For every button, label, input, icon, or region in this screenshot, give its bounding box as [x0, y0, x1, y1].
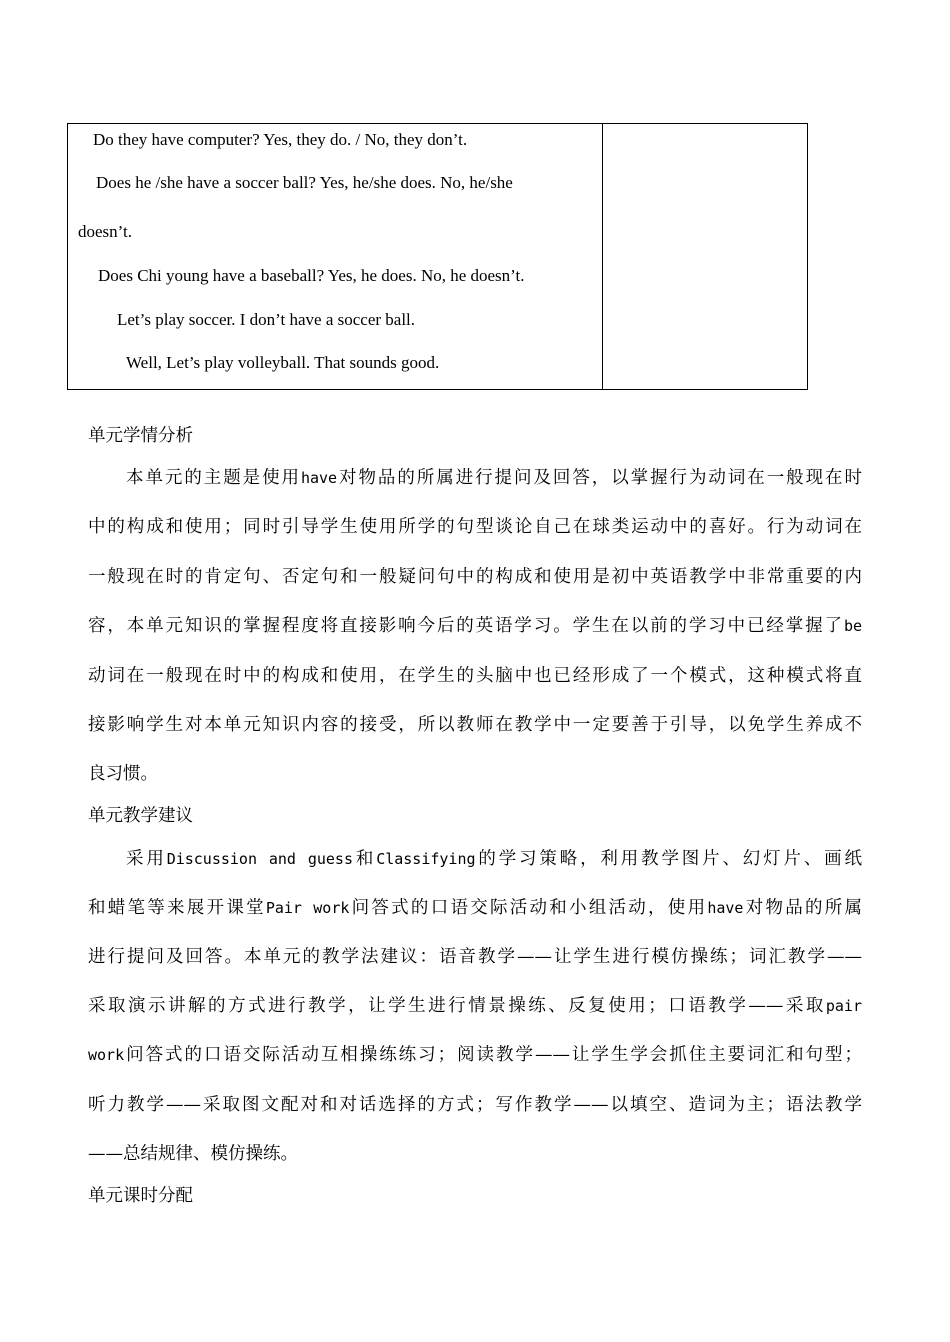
- paragraph-line: 接影响学生对本单元知识内容的接受，所以教师在教学中一定要善于引导，以免学生养成不: [88, 715, 862, 735]
- table-line: Does he /she have a soccer ball? Yes, he/she does. No, he/she: [96, 173, 513, 192]
- paragraph-line: work问答式的口语交际活动互相操练练习；阅读教学——让学生学会抓住主要词汇和句型；: [88, 1045, 862, 1065]
- paragraph-line: 听力教学——采取图文配对和对话选择的方式；写作教学——以填空、造词为主；语法教学: [88, 1095, 862, 1115]
- section-heading-schedule: 单元课时分配: [88, 1186, 193, 1206]
- table-line: Do they have computer? Yes, they do. / No, they don’t.: [93, 130, 468, 149]
- paragraph-line: 中的构成和使用；同时引导学生使用所学的句型谈论自己在球类运动中的喜好。行为动词在: [88, 517, 862, 537]
- table-line: Does Chi young have a baseball? Yes, he does. No, he doesn’t.: [98, 266, 525, 285]
- table-column-divider: [602, 124, 603, 389]
- paragraph-line: 和蜡笔等来展开课堂Pair work问答式的口语交际活动和小组活动，使用have对物品的所属: [88, 898, 863, 918]
- paragraph-line: 采用Discussion and guess和Classifying的学习策略，利用教学图片、幻灯片、画纸: [126, 849, 863, 869]
- paragraph-line: 良习惯。: [88, 764, 158, 784]
- paragraph-line: 进行提问及回答。本单元的教学法建议：语音教学——让学生进行模仿操练；词汇教学——: [88, 947, 862, 967]
- paragraph-line: 容，本单元知识的掌握程度将直接影响今后的英语学习。学生在以前的学习中已经掌握了be: [88, 616, 862, 636]
- paragraph-line: ——总结规律、模仿操练。: [88, 1144, 298, 1164]
- section-heading-suggestions: 单元教学建议: [88, 806, 193, 826]
- table-line: Let’s play soccer. I don’t have a soccer ball.: [117, 310, 416, 329]
- paragraph-line: 采取演示讲解的方式进行教学，让学生进行情景操练、反复使用；口语教学——采取pair: [88, 996, 862, 1016]
- table-line: Well, Let’s play volleyball. That sounds good.: [126, 353, 440, 372]
- paragraph-line: 动词在一般现在时中的构成和使用，在学生的头脑中也已经形成了一个模式，这种模式将直: [88, 666, 862, 686]
- paragraph-line: 一般现在时的肯定句、否定句和一般疑问句中的构成和使用是初中英语教学中非常重要的内: [88, 567, 862, 587]
- sentence-pattern-table: [67, 123, 808, 390]
- table-line: doesn’t.: [78, 222, 132, 241]
- section-heading-analysis: 单元学情分析: [88, 426, 193, 446]
- paragraph-line: 本单元的主题是使用have对物品的所属进行提问及回答，以掌握行为动词在一般现在时: [126, 468, 862, 488]
